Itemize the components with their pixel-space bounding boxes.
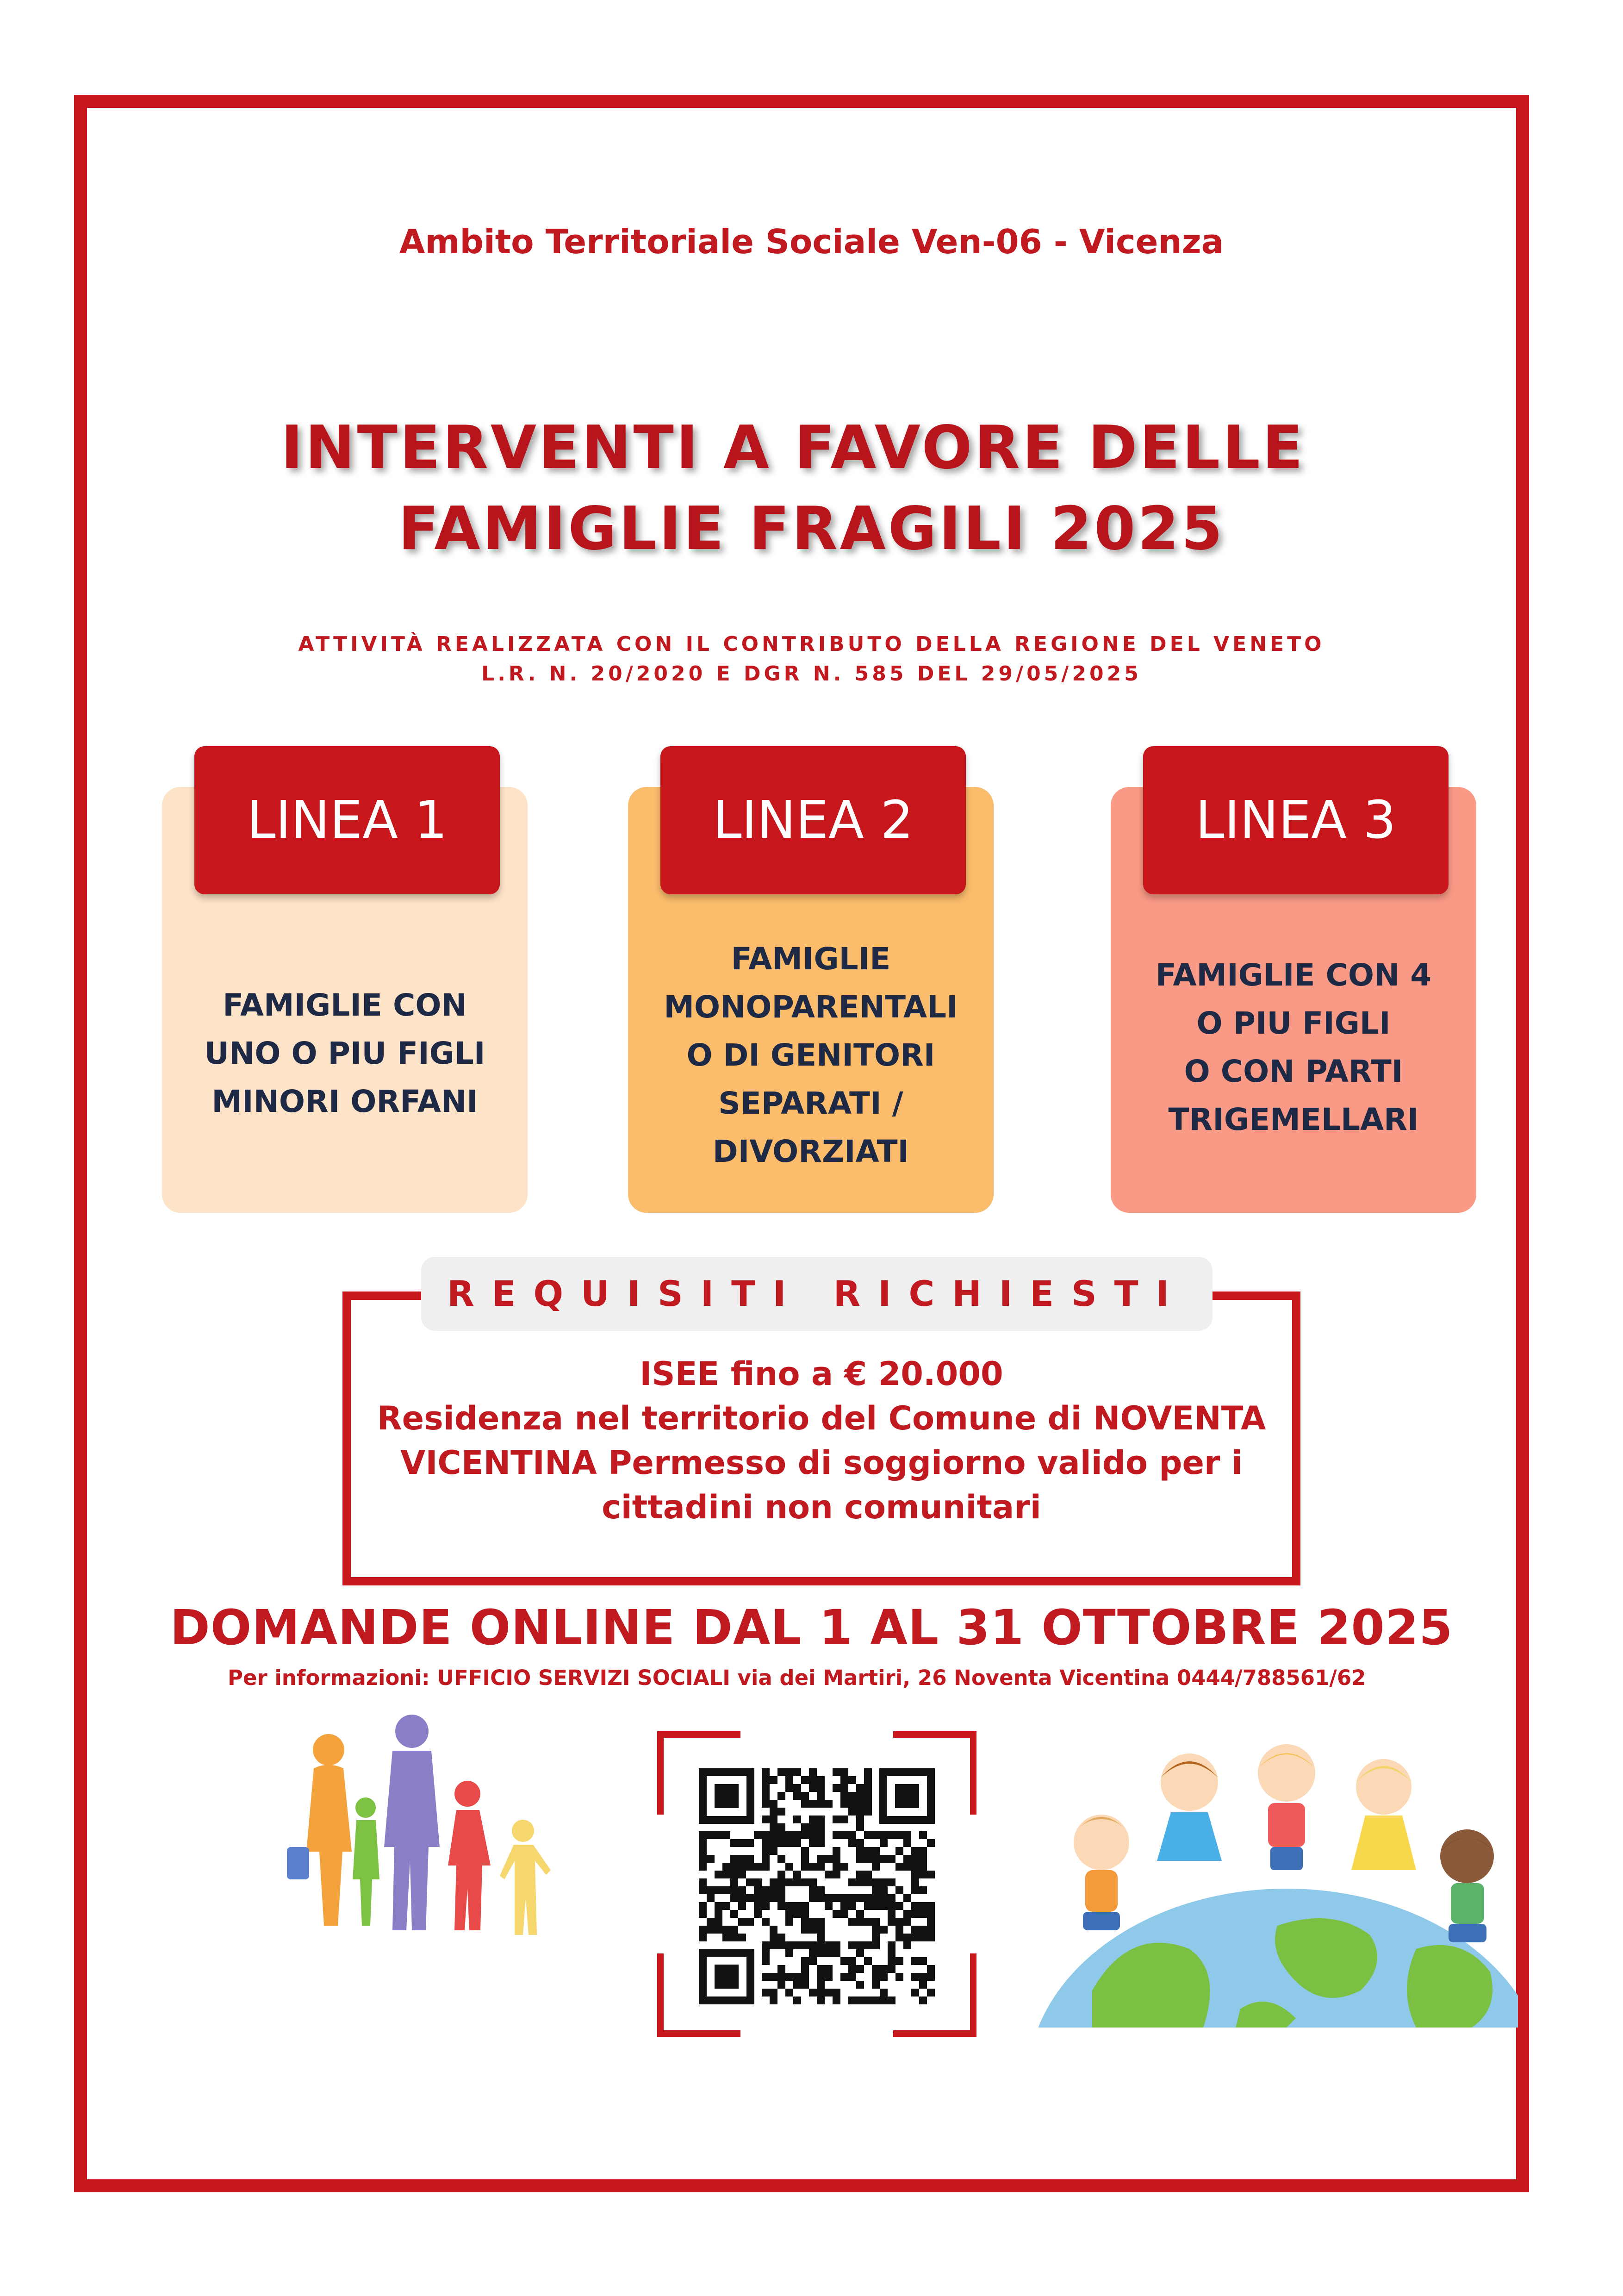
ambito-heading: Ambito Territoriale Sociale Ven-06 - Vicenza	[399, 222, 1224, 261]
description-line: FAMIGLIE CON	[223, 987, 467, 1023]
description-line: SEPARATI /	[718, 1086, 903, 1121]
requisiti-line: VICENTINA Permesso di soggiorno valido per i	[400, 1444, 1243, 1482]
requisiti-line: Residenza nel territorio del Comune di NOVENTA	[377, 1399, 1266, 1437]
description-line: O DI GENITORI	[686, 1037, 935, 1073]
main-title-line-1: INTERVENTI A FAVORE DELLE	[280, 413, 1306, 482]
requisiti-line: ISEE fino a € 20.000	[640, 1355, 1003, 1393]
linea-2-label: LINEA 2	[660, 746, 966, 894]
linea-2-description	[628, 935, 994, 1176]
requisiti-line: cittadini non comunitari	[602, 1488, 1041, 1526]
description-line: MINORI ORFANI	[211, 1084, 478, 1119]
domande-online: DOMANDE ONLINE DAL 1 AL 31 OTTOBRE 2025	[170, 1599, 1453, 1656]
description-line: TRIGEMELLARI	[1168, 1102, 1419, 1137]
main-title-line-2: FAMIGLIE FRAGILI 2025	[398, 494, 1225, 563]
description-line: MONOPARENTALI	[664, 989, 958, 1025]
description-line: O CON PARTI	[1184, 1054, 1403, 1089]
linea-3-description	[1111, 951, 1476, 1144]
subtitle-line-1: ATTIVITÀ REALIZZATA CON IL CONTRIBUTO DELLA REGIONE DEL VENETO	[298, 632, 1325, 656]
qr-code[interactable]	[657, 1731, 976, 2037]
contact-info: Per informazioni: UFFICIO SERVIZI SOCIALI via dei Martiri, 26 Noventa Vicentina 0444/788561/62	[228, 1666, 1366, 1690]
description-line: FAMIGLIE CON 4	[1155, 957, 1432, 993]
description-line: FAMIGLIE	[731, 941, 891, 977]
linea-1-label: LINEA 1	[194, 746, 500, 894]
kids-globe-illustration	[1037, 1731, 1518, 2028]
linea-1-description	[162, 981, 528, 1126]
description-line: UNO O PIU FIGLI	[204, 1036, 485, 1071]
linea-3-label: LINEA 3	[1143, 746, 1449, 894]
requisiti-heading: REQUISITI RICHIESTI	[421, 1257, 1213, 1331]
description-line: O PIU FIGLI	[1196, 1005, 1391, 1041]
requisiti-text	[352, 1352, 1291, 1529]
main-title	[0, 407, 1623, 569]
funding-subtitle	[0, 630, 1623, 689]
description-line: DIVORZIATI	[712, 1134, 909, 1169]
family-illustration	[273, 1713, 560, 1953]
subtitle-line-2: L.R. N. 20/2020 E DGR N. 585 DEL 29/05/2025	[481, 662, 1142, 686]
